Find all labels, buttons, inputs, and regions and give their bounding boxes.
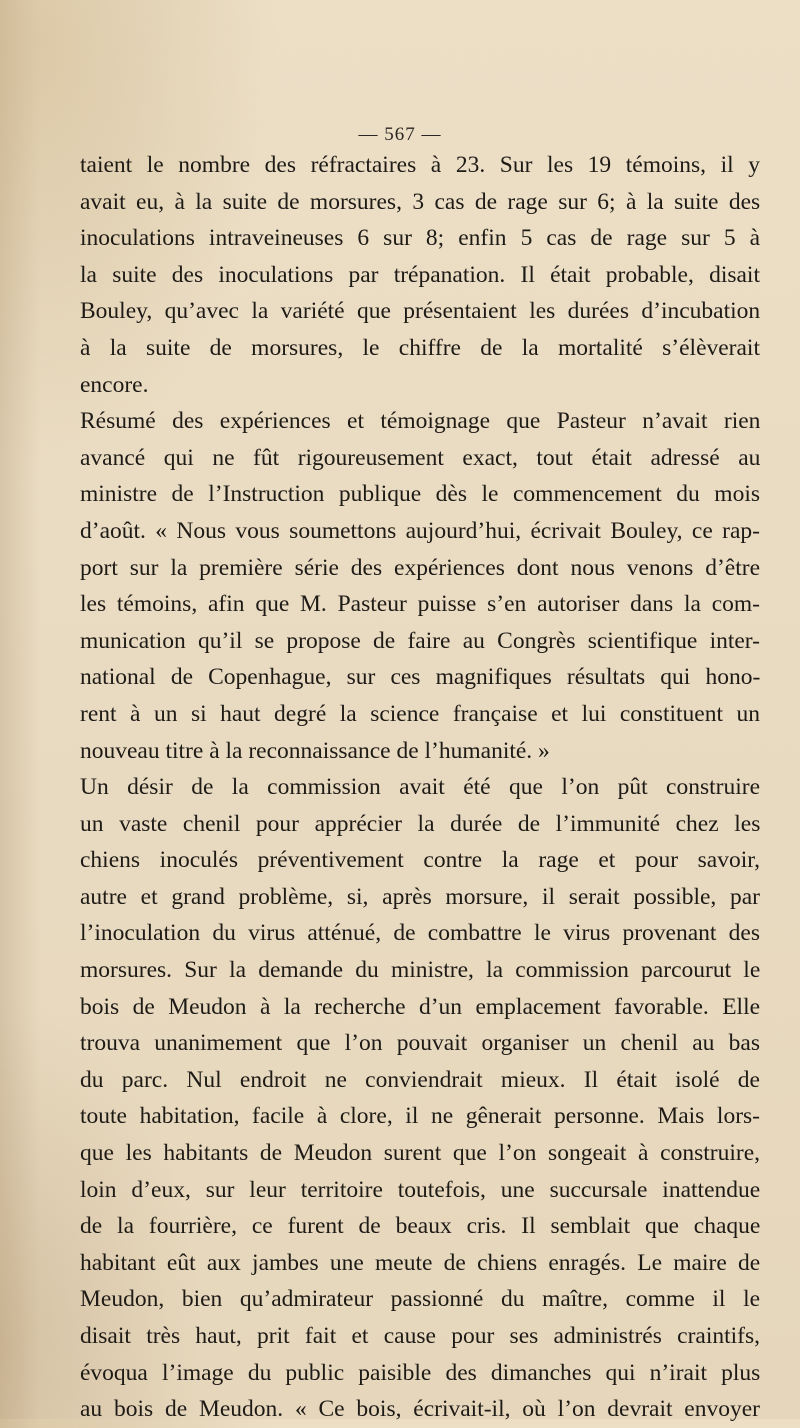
text-line: chiens inoculés préventivement contre la rage et pour savoir, — [80, 847, 761, 874]
text-line: munication qu’il se propose de faire au Congrès scientifique inter- — [80, 627, 760, 654]
text-line: encore. — [80, 371, 149, 398]
text-line: Résumé des expériences et témoignage que Pasteur n’avait rien — [80, 408, 761, 435]
text-line: au bois de Meudon. « Ce bois, écrivait-il, où l’on devrait envoyer — [80, 1396, 760, 1423]
text-line: taient le nombre des réfractaires à 23. Sur les 19 témoins, il y — [80, 152, 760, 178]
text-line: Un désir de la commission avait été que l’on pût construire — [80, 774, 760, 801]
text-line: disait très haut, prit fait et cause pour ses administrés craintifs, — [80, 1323, 761, 1349]
text-line: habitant eût aux jambes une meute de chiens enragés. Le maire de — [80, 1249, 761, 1276]
text-line: inoculations intraveineuses 6 sur 8; enfin 5 cas de rage sur 5 à — [80, 225, 761, 252]
text-line: Bouley, qu’avec la variété que présentaient les durées d’incubation — [80, 298, 761, 325]
text-line: bois de Meudon à la recherche d’un emplacement favorable. Elle — [80, 993, 761, 1020]
text-line: avancé qui ne fût rigoureusement exact, tout était adressé au — [80, 444, 761, 471]
paragraph-3 — [80, 769, 760, 1428]
text-line: nouveau titre à la reconnaissance de l’humanité. » — [80, 737, 550, 764]
text-line: l’inoculation du virus atténué, de combattre le virus provenant des — [80, 920, 760, 947]
text-line: autre et grand problème, si, après morsure, il serait possible, par — [80, 883, 760, 910]
text-line: la suite des inoculations par trépanation. Il était probable, disait — [80, 261, 760, 288]
text-line: morsures. Sur la demande du ministre, la commission parcourut le — [80, 957, 761, 984]
text-line: ministre de l’Instruction publique dès le commencement du mois — [80, 481, 760, 508]
text-line: Meudon, bien qu’admirateur passionné du maître, comme il le — [80, 1286, 761, 1313]
text-line: national de Copenhague, sur ces magnifiques résultats qui hono- — [80, 664, 761, 691]
page-number: — 567 — — [358, 124, 442, 145]
text-line: les témoins, afin que M. Pasteur puisse s’en autoriser dans la com- — [80, 591, 760, 618]
text-line: à la suite de morsures, le chiffre de la mortalité s’élèverait — [80, 334, 760, 361]
text-line: de la fourrière, ce furent de beaux cris. Il semblait que chaque — [80, 1213, 761, 1240]
text-line: d’août. « Nous vous soumettons aujourd’hui, écrivait Bouley, ce rap- — [80, 517, 760, 544]
paragraph-1 — [80, 147, 760, 403]
text-line: un vaste chenil pour apprécier la durée de l’immunité chez les — [80, 810, 761, 837]
text-line: avait eu, à la suite de morsures, 3 cas de rage sur 6; à la suite des — [80, 188, 761, 215]
text-line: du parc. Nul endroit ne conviendrait mieux. Il était isolé de — [80, 1066, 760, 1093]
text-line: que les habitants de Meudon surent que l’on songeait à construire, — [80, 1140, 760, 1167]
text-line: rent à un si haut degré la science française et lui constituent un — [80, 700, 760, 727]
text-line: loin d’eux, sur leur territoire toutefois, une succursale inattendue — [80, 1176, 761, 1203]
text-line: port sur la première série des expériences dont nous venons d’être — [80, 554, 760, 581]
body-text — [80, 147, 760, 1428]
text-line: toute habitation, facile à clore, il ne gênerait personne. Mais lors- — [80, 1103, 760, 1130]
paragraph-2 — [80, 403, 760, 769]
text-line: trouva unanimement que l’on pouvait organiser un chenil au bas — [80, 1030, 760, 1057]
text-line: évoqua l’image du public paisible des dimanches qui n’irait plus — [80, 1359, 761, 1386]
